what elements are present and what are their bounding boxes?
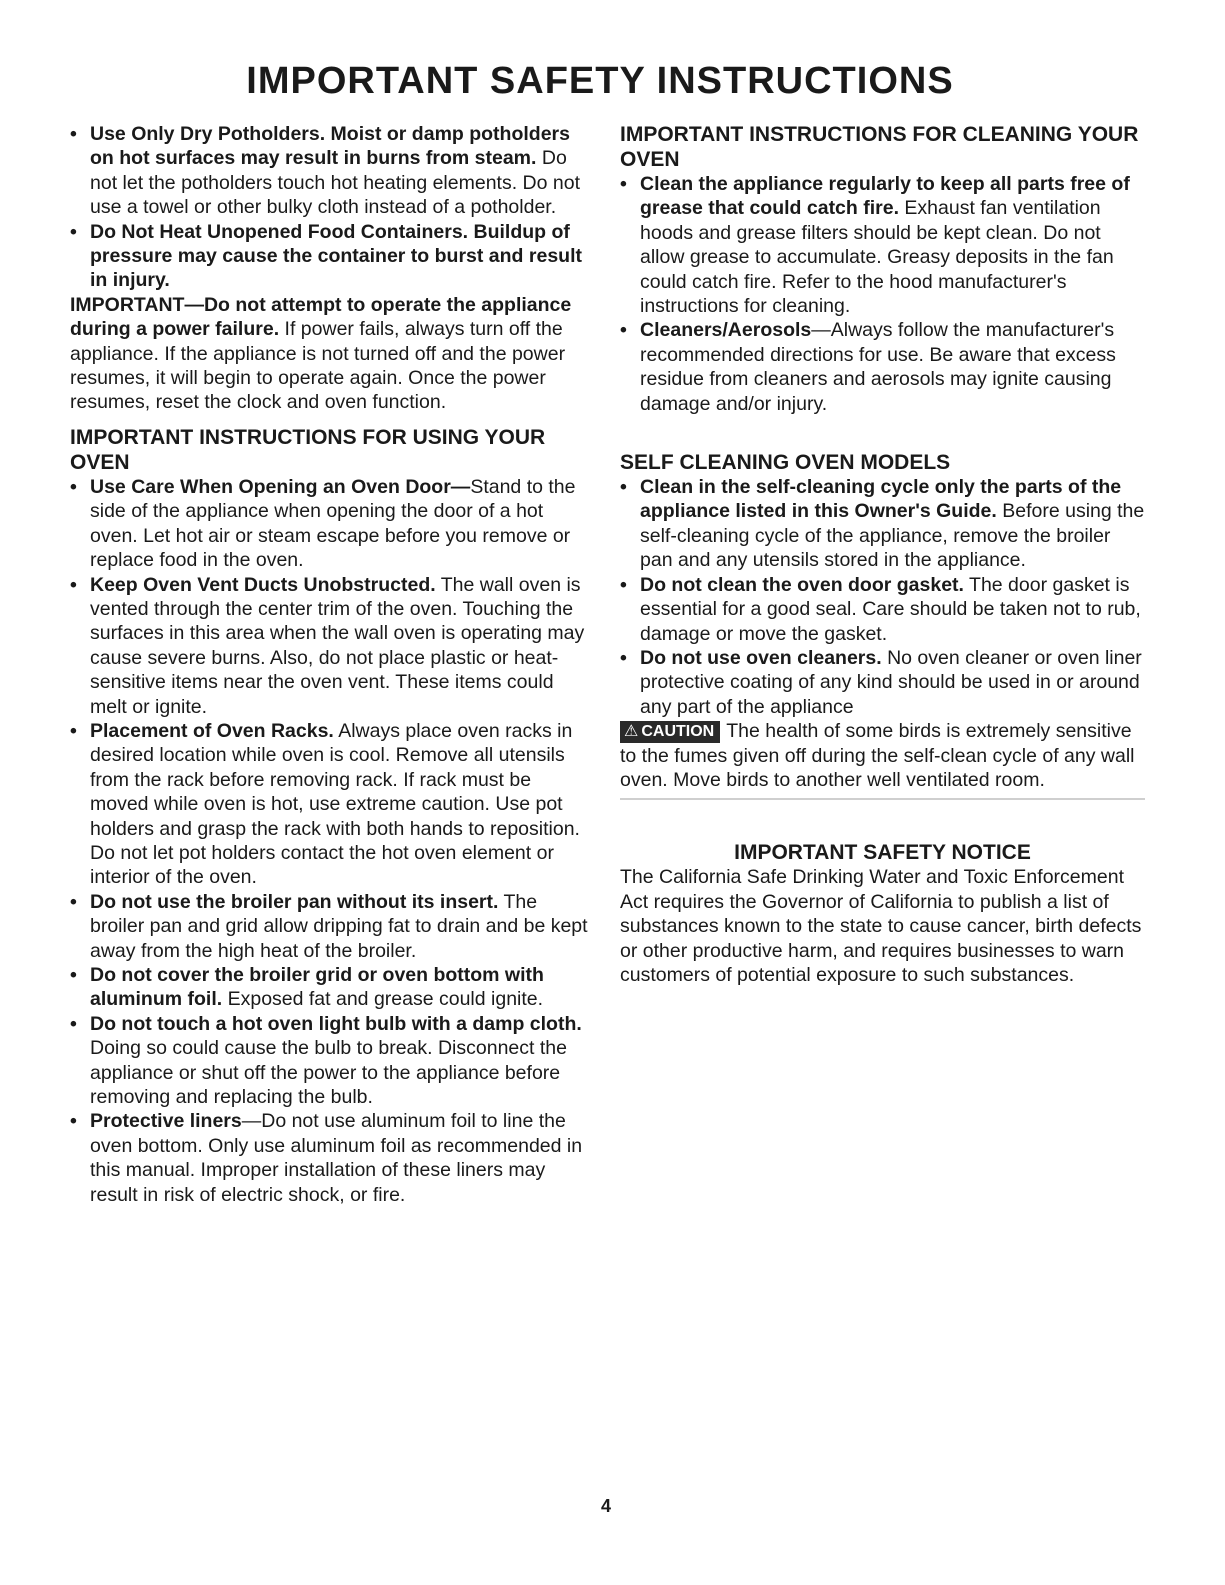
- section-divider: [620, 798, 1145, 800]
- page-number: 4: [600, 1496, 611, 1516]
- warning-triangle-icon: ⚠: [624, 723, 639, 741]
- list-item: • Do not cover the broiler grid or oven bottom with aluminum foil. Exposed fat and grease could ignite.: [70, 963, 590, 1012]
- page-title: IMPORTANT SAFETY INSTRUCTIONS: [246, 60, 954, 102]
- list-item: • Do not clean the oven door gasket. The door gasket is essential for a good seal. Care should be taken not to rub, damage or move the gasket.: [620, 573, 1145, 646]
- list-item: • Keep Oven Vent Ducts Unobstructed. The wall oven is vented through the center trim of the oven. Touching the surfaces in this area when the wall oven is operating may cause severe burns. Also, do not place plastic or heat-sensitive items near the oven vent. These items could melt or ignite.: [70, 573, 590, 719]
- caution-paragraph: ⚠ CAUTION The health of some birds is extremely sensitive to the fumes given off during the self-clean cycle of any wall oven. Move birds to another well ventilated room.: [620, 720, 1135, 791]
- section-heading-cleaning: IMPORTANT INSTRUCTIONS FOR CLEANING YOUR OVEN: [620, 123, 1139, 171]
- list-item: • Placement of Oven Racks. Always place oven racks in desired location while oven is cool. Remove all utensils from the rack before removing rack. If rack must be moved while oven is hot, use extreme caution. Use pot holders and grasp the rack with both hands to reposition. Do not let pot holders contact the hot oven element or interior of the oven.: [70, 719, 590, 890]
- list-item: • Use Care When Opening an Oven Door—Stand to the side of the appliance when opening the door of a hot oven. Let hot air or steam escape before you remove or replace food in the oven.: [70, 475, 590, 573]
- list-item: • Clean the appliance regularly to keep all parts free of grease that could catch fire. Exhaust fan ventilation hoods and grease filters should be kept clean. Do not allow grease to accumulate. Greasy deposits in the fan could catch fire. Refer to the hood manufacturer's instructions for cleaning.: [620, 172, 1145, 318]
- list-item: • Protective liners—Do not use aluminum foil to line the oven bottom. Only use aluminum foil as recommended in this manual. Improper installation of these liners may result in risk of electric shock, or fire.: [70, 1109, 590, 1207]
- list-item: • Clean in the self-cleaning cycle only the parts of the appliance listed in this Owner's Guide. Before using the self-cleaning cycle of the appliance, remove the broiler pan and any utensils stored in the appliance.: [620, 475, 1145, 573]
- notice-title: IMPORTANT SAFETY NOTICE: [734, 841, 1031, 865]
- list-item: • Do not use the broiler pan without its insert. The broiler pan and grid allow dripping fat to drain and be kept away from the high heat of the broiler.: [70, 890, 590, 963]
- list-item: • Use Only Dry Potholders. Moist or damp potholders on hot surfaces may result in burns from steam. Do not let the potholders touch hot heating elements. Do not use a towel or other bulky cloth instead of a potholder.: [70, 122, 590, 220]
- list-item: • Do Not Heat Unopened Food Containers. Buildup of pressure may cause the container to burst and result in injury.: [70, 220, 590, 293]
- list-item: • Do not use oven cleaners. No oven cleaner or oven liner protective coating of any kind should be used in or around any part of the appliance: [620, 646, 1145, 719]
- caution-badge: ⚠ CAUTION: [620, 721, 720, 743]
- section-heading-using: IMPORTANT INSTRUCTIONS FOR USING YOUR OVEN: [70, 425, 546, 474]
- left-column: [70, 122, 590, 1207]
- list-item: • Cleaners/Aerosols—Always follow the manufacturer's recommended directions for use. Be aware that excess residue from cleaners and aerosols may ignite causing damage and/or injury.: [620, 318, 1145, 416]
- power-failure-paragraph: IMPORTANT—Do not attempt to operate the appliance during a power failure. If power fails, always turn off the appliance. If the appliance is not turned off and the power resumes, it will begin to operate again. Once the power resumes, reset the clock and oven function.: [70, 293, 572, 414]
- notice-text: The California Safe Drinking Water and Toxic Enforcement Act requires the Governor of California to publish a list of substances known to the state to cause cancer, birth defects or other productive harm, and requires businesses to warn customers of potential exposure to such substances.: [620, 866, 1142, 986]
- list-item: • Do not touch a hot oven light bulb with a damp cloth. Doing so could cause the bulb to break. Disconnect the appliance or shut off the power to the appliance before removing and replacing the bulb.: [70, 1012, 590, 1110]
- section-heading-self-cleaning: SELF CLEANING OVEN MODELS: [620, 451, 951, 475]
- right-column: [620, 122, 1145, 987]
